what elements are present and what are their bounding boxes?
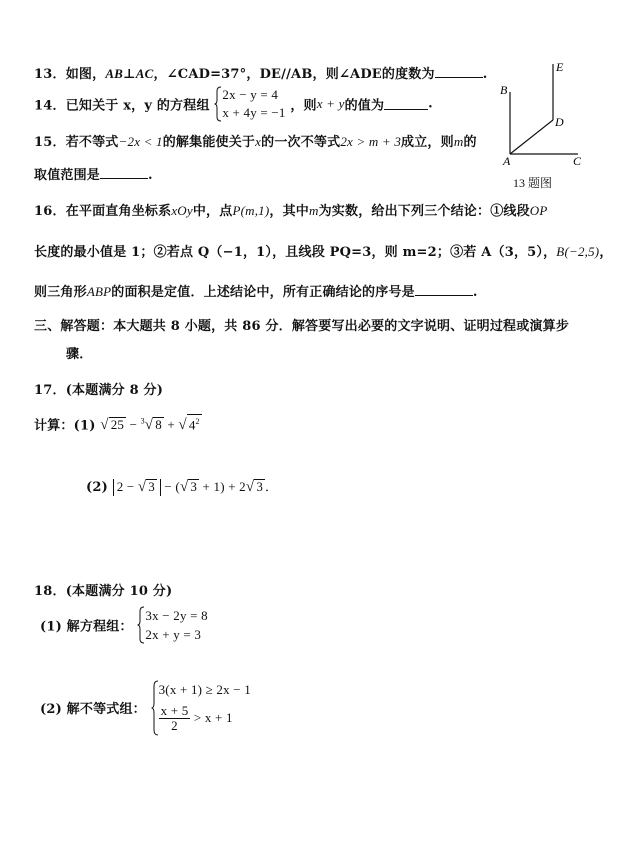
left-brace-icon [137, 606, 145, 644]
question-14: 14．已知关于 x，y 的方程组 2x − y = 4 x + 4y = −1 ，则x + y的值为 . [34, 87, 433, 120]
expression-17-2: 2 − √ 3 − (√ 3 + 1) + 2√ 3 ． [113, 479, 279, 494]
question-17-part-1: 计算：(1) √ 25 − $^3$√ 8 + √ $4^2$ [34, 414, 202, 434]
question-18-part-1: (1) 解方程组： 3x − 2y = 8 2x + y = 3 [40, 608, 208, 642]
answer-blank-13[interactable] [435, 66, 483, 78]
question-13: 13．如图，AB⊥AC，∠CAD=37°，DE//AB，则∠ADE的度数为 . [34, 66, 488, 82]
expression-17-1: √ 25 − $^3$√ 8 + √ $4^2$ [100, 417, 201, 432]
question-17-header: 17．(本题满分 8 分) [34, 383, 164, 398]
question-16-line-1: 16．在平面直角坐标系xOy中，点P(m,1)，其中m为实数，给出下列三个结论：①线段OP [34, 203, 548, 219]
label-a: A [503, 154, 511, 168]
label-e: E [556, 60, 564, 74]
answer-blank-14[interactable] [384, 98, 428, 110]
equation-system-14: 2x − y = 4 x + 4y = −1 [214, 86, 285, 122]
fraction: $\frac{x + 5}{2}$ [160, 702, 189, 733]
inequality-system-18-2: 3(x + 1) ≥ 2x − 1 $\frac{x + 5}{2}$ > x + 1 [151, 680, 251, 735]
label-b: B [500, 83, 508, 97]
segment-ad [510, 120, 553, 154]
label-c: C [573, 154, 582, 168]
geometry-figure-13 [500, 58, 600, 168]
section-3-heading: 三、解答题：本大题共 8 小题，共 86 分．解答要写出必要的文字说明、证明过程或演算步 [34, 319, 570, 334]
question-16-line-2: 长度的最小值是 1；②若点 Q（−1，1），且线段 PQ=3，则 m=2；③若 A（3，5），B(−2,5)， [34, 244, 613, 260]
label-d: D [555, 115, 564, 129]
answer-blank-16[interactable] [415, 284, 473, 296]
left-brace-icon [214, 86, 222, 122]
question-17-part-2: (2) 2 − √ 3 − (√ 3 + 1) + 2√ 3 ． [86, 479, 279, 495]
question-18-part-2: (2) 解不等式组： 3(x + 1) ≥ 2x − 1 $\frac{x + 5}{2}$ > x + 1 [40, 680, 251, 735]
equation-system-18-1: 3x − 2y = 8 2x + y = 3 [137, 606, 207, 644]
question-18-header: 18．(本题满分 10 分) [34, 584, 173, 599]
question-16-line-3: 则三角形ABP的面积是定值．上述结论中，所有正确结论的序号是 . [34, 284, 478, 300]
left-brace-icon [151, 680, 159, 736]
answer-blank-15[interactable] [100, 167, 148, 179]
question-15-line-1: 15．若不等式−2x < 1的解集能使关于x的一次不等式2x > m + 3成立，则m的 [34, 134, 477, 150]
question-15-line-2: 取值范围是 . [34, 168, 153, 183]
section-3-heading-cont: 骤． [66, 347, 93, 362]
figure-caption: 13 题图 [513, 176, 553, 190]
